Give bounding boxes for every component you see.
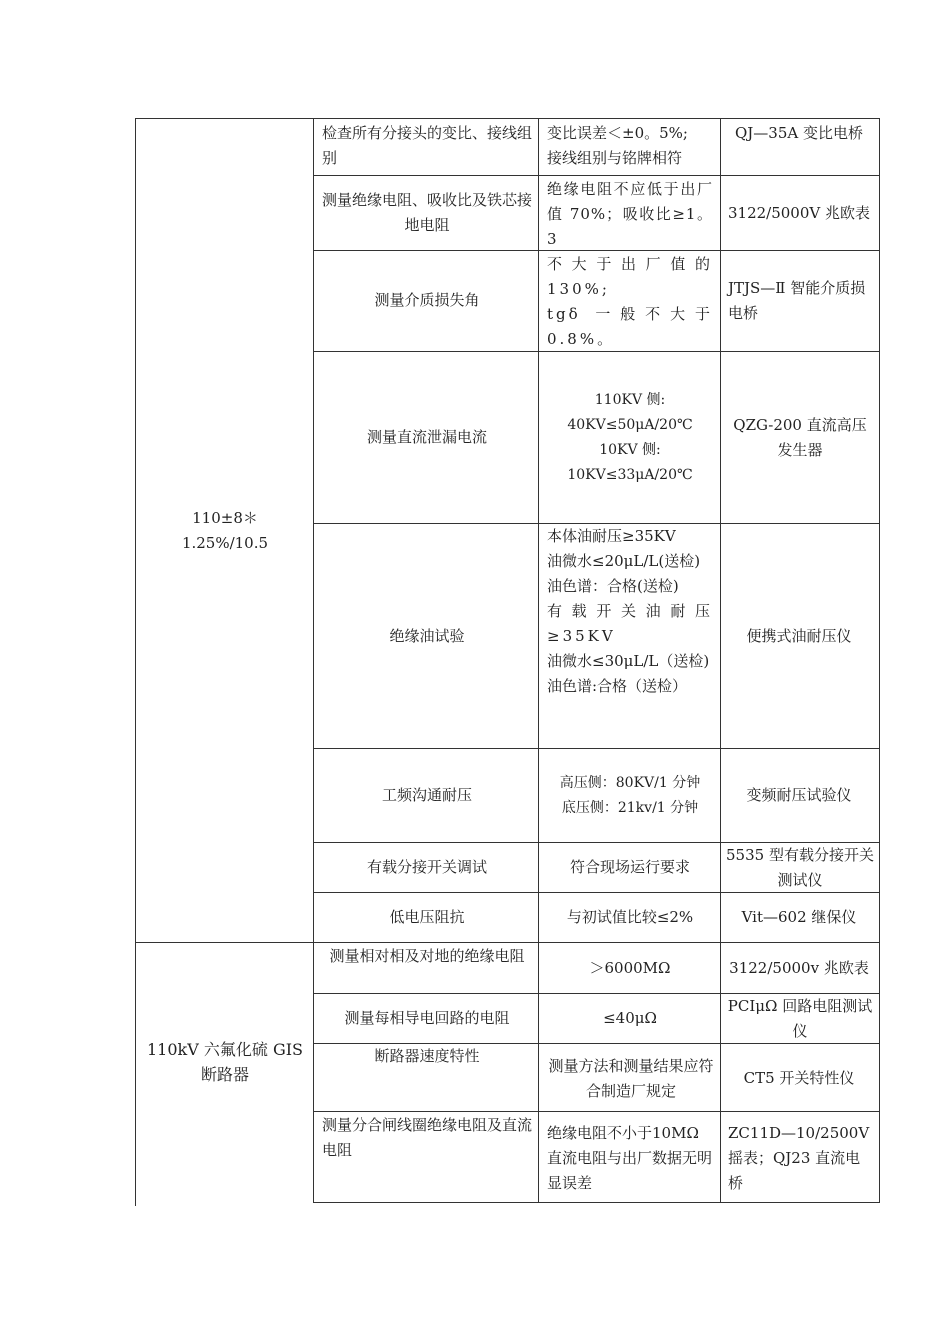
- instrument: 5535 型有载分接开关测试仪: [726, 846, 874, 889]
- standard-cell: [545, 388, 715, 488]
- standard-line: 110KV 侧:: [594, 392, 666, 408]
- instrument-cell: [728, 276, 874, 326]
- standard-line: 油色谱:合格（送检）: [547, 677, 688, 695]
- device-name: 110±8＊1.25%/10.5: [181, 509, 269, 552]
- standard-line: ≤40μΩ: [603, 1009, 657, 1027]
- standard-line: 绝缘电阻不应低于出厂值 70%；吸收比≥1。3: [547, 180, 713, 248]
- test-item: 绝缘油试验: [389, 627, 465, 645]
- instrument-cell: [724, 956, 874, 981]
- standard-cell: [545, 956, 715, 981]
- instrument: 变频耐压试验仪: [746, 786, 852, 804]
- standard-cell: [547, 177, 713, 252]
- test-item-cell: [322, 1113, 532, 1163]
- standard-cell: [548, 1054, 714, 1104]
- instrument: CT5 开关特性仪: [743, 1069, 855, 1087]
- instrument: JTJS—Ⅱ 智能介质损电桥: [728, 279, 866, 322]
- standard-line: 与初试值比较≤2%: [566, 908, 694, 926]
- test-item: 测量分合闸线圈绝缘电阻及直流电阻: [322, 1116, 533, 1159]
- standard-cell: [547, 252, 713, 352]
- standard-line: 直流电阻与出厂数据无明显误差: [547, 1149, 713, 1192]
- standard-line: tgδ 一般不大于0.8%。: [547, 305, 713, 348]
- standard-line: 接线组别与铭牌相符: [547, 149, 683, 167]
- standard-line: 40KV≤50μA/20℃: [567, 417, 693, 433]
- test-item: 有载分接开关调试: [366, 858, 487, 876]
- test-item: 测量相对相及对地的绝缘电阻: [329, 947, 525, 965]
- instrument: 3122/5000V 兆欧表: [727, 204, 870, 222]
- instrument-cell: [724, 121, 874, 146]
- test-item: 测量每相导电回路的电阻: [344, 1009, 510, 1027]
- standard-line: 油色谱：合格(送检): [547, 577, 679, 595]
- test-item-cell: [322, 1006, 532, 1031]
- test-item: 测量介质损失角: [374, 291, 480, 309]
- test-item-cell: [322, 425, 532, 450]
- standard-cell: [547, 1121, 717, 1196]
- device-name-cell: [150, 506, 300, 556]
- device-name: 110kV 六氟化硫 GIS 断路器: [146, 1040, 304, 1084]
- standard-cell: [547, 524, 713, 699]
- standard-line: 油微水≤20μL/L(送检): [547, 552, 701, 570]
- test-item-cell: [322, 624, 532, 649]
- standard-line: ＞6000MΩ: [589, 959, 671, 977]
- test-item: 断路器速度特性: [374, 1047, 480, 1065]
- test-item: 低电压阻抗: [389, 908, 465, 926]
- instrument-cell: [726, 413, 874, 463]
- test-item-cell: [322, 855, 532, 880]
- standard-cell: [545, 855, 715, 880]
- instrument: Vit—602 继保仪: [741, 908, 857, 926]
- test-item-cell: [322, 188, 532, 238]
- test-item: 工频沟通耐压: [381, 786, 472, 804]
- test-item-cell: [322, 1044, 532, 1069]
- instrument-cell: [724, 905, 874, 930]
- standard-line: 绝缘电阻不小于10MΩ: [547, 1124, 699, 1142]
- standard-line: 底压侧：21kv/1 分钟: [561, 800, 699, 816]
- test-item-cell: [322, 121, 532, 171]
- standard-line: 测量方法和测量结果应符合制造厂规定: [548, 1057, 714, 1100]
- test-item-cell: [322, 288, 532, 313]
- standard-cell: [545, 771, 715, 821]
- test-item: 测量直流泄漏电流: [366, 428, 487, 446]
- device-name-cell: [140, 1037, 310, 1087]
- instrument: QJ—35A 变比电桥: [735, 124, 863, 142]
- standard-cell: [545, 905, 715, 930]
- standard-line: 油微水≤30μL/L（送检): [547, 652, 710, 670]
- instrument-cell: [728, 1121, 874, 1196]
- test-item-cell: [322, 783, 532, 808]
- instrument: 3122/5000v 兆欧表: [729, 959, 869, 977]
- instrument-cell: [724, 201, 874, 226]
- standard-line: 变比误差＜±0。5%;: [547, 124, 688, 142]
- standard-line: 本体油耐压≥35KV: [547, 527, 676, 545]
- standard-cell: [545, 1006, 715, 1031]
- standard-line: 10KV 侧:: [599, 442, 661, 458]
- instrument-cell: [724, 1066, 874, 1091]
- instrument-cell: [724, 783, 874, 808]
- standard-line: 10KV≤33μA/20℃: [567, 467, 693, 483]
- test-item: 检查所有分接头的变比、接线组别: [322, 124, 533, 167]
- standard-cell: [547, 121, 717, 171]
- standard-line: 不大于出厂值的130%;: [547, 255, 713, 298]
- test-item: 测量绝缘电阻、吸收比及铁芯接地电阻: [322, 191, 533, 234]
- test-item-cell: [322, 944, 532, 969]
- instrument-cell: [726, 843, 874, 893]
- instrument: 便携式油耐压仪: [746, 627, 852, 645]
- instrument-cell: [724, 624, 874, 649]
- test-item-cell: [322, 905, 532, 930]
- standard-line: 有载开关油耐压≥35KV: [547, 602, 713, 645]
- instrument-cell: [726, 994, 874, 1044]
- instrument: PCIμΩ 回路电阻测试仪: [727, 997, 873, 1040]
- instrument: ZC11D—10/2500V 摇表；QJ23 直流电桥: [728, 1124, 870, 1192]
- standard-line: 高压侧：80KV/1 分钟: [559, 775, 701, 791]
- instrument: QZG-200 直流高压发生器: [733, 416, 867, 459]
- standard-line: 符合现场运行要求: [569, 858, 690, 876]
